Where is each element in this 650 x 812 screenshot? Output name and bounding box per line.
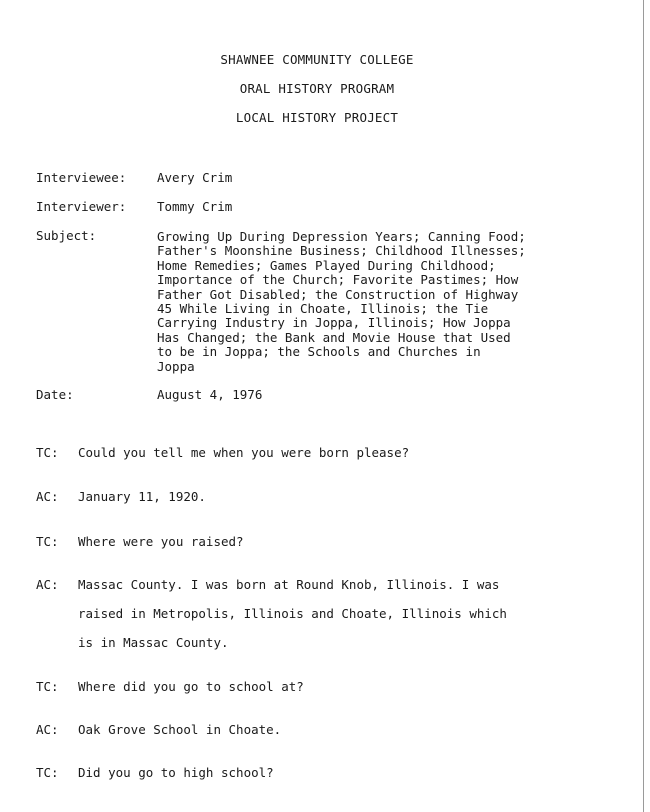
subject-line: Growing Up During Depression Years; Canning Food;: [157, 229, 526, 244]
interviewee-label: Interviewee:: [36, 170, 127, 185]
utterance-line: Did you go to high school?: [78, 765, 274, 780]
subject-line: Carrying Industry in Joppa, Illinois; How Joppa: [157, 315, 511, 331]
subject-label: Subject:: [36, 228, 97, 243]
program-name: ORAL HISTORY PROGRAM: [239, 81, 395, 96]
speaker-label: TC:: [36, 679, 59, 694]
utterance-line: Where did you go to school at?: [78, 679, 304, 694]
speaker-label: AC:: [36, 722, 59, 737]
utterance-line: Could you tell me when you were born please?: [78, 445, 410, 460]
subject-line: Has Changed; the Bank and Movie House that Used: [157, 329, 511, 345]
utterance-line: January 11, 1920.: [78, 489, 206, 504]
subject-line: Father Got Disabled; the Construction of Highway: [157, 286, 519, 302]
date-value: August 4, 1976: [157, 387, 263, 402]
subject-line: to be in Joppa; the Schools and Churches in: [157, 344, 481, 360]
interviewee-value: Avery Crim: [157, 170, 233, 185]
utterance-line: Massac County. I was born at Round Knob, Illinois. I was: [78, 577, 500, 592]
utterance-line: Where were you raised?: [78, 534, 244, 549]
interviewer-label: Interviewer:: [36, 199, 127, 214]
utterance-line: Oak Grove School in Choate.: [78, 722, 282, 737]
date-label: Date:: [36, 387, 74, 402]
subject-line: Importance of the Church; Favorite Pastimes; How: [157, 272, 519, 288]
interviewer-value: Tommy Crim: [157, 199, 233, 214]
subject-line: Home Remedies; Games Played During Childhood;: [157, 257, 496, 273]
subject-line: Joppa: [157, 358, 195, 374]
speaker-label: AC:: [36, 489, 59, 504]
speaker-label: TC:: [36, 445, 59, 460]
scan-edge-line: [643, 0, 644, 812]
project-name: LOCAL HISTORY PROJECT: [235, 110, 399, 125]
subject-line: Father's Moonshine Business; Childhood Illnesses;: [157, 243, 526, 259]
speaker-label: AC:: [36, 577, 59, 592]
college-name: SHAWNEE COMMUNITY COLLEGE: [220, 52, 414, 67]
speaker-label: TC:: [36, 534, 59, 549]
subject-line: 45 While Living in Choate, Illinois; the Tie: [157, 301, 489, 316]
utterance-line: is in Massac County.: [78, 635, 229, 650]
speaker-label: TC:: [36, 765, 59, 780]
utterance-line: raised in Metropolis, Illinois and Choate, Illinois which: [78, 606, 507, 621]
